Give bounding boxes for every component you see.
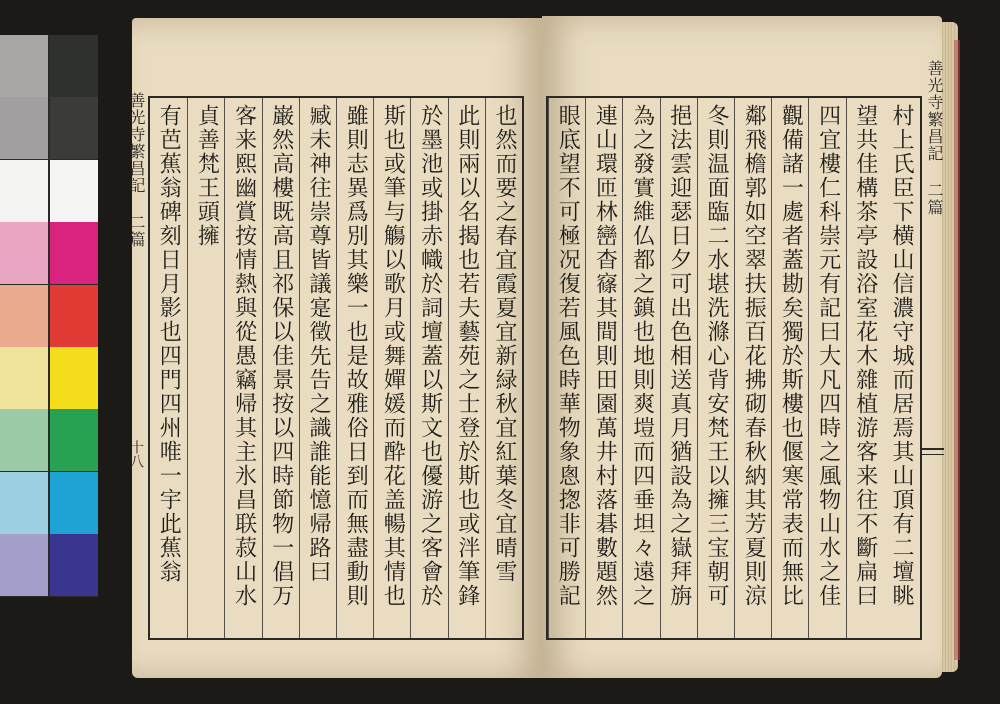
text-column — [262, 98, 300, 638]
left-page-running-title: 善光寺繁昌記 二篇 — [127, 92, 146, 248]
color-swatch — [50, 347, 98, 409]
column-text: 客来熙幽賞按情熱與從愚竊帰其主氷昌联菽山水 — [231, 104, 257, 608]
text-column — [808, 98, 846, 638]
column-text: 望共佳構茶亭設浴室花木雜植游客来往不斷扁曰 — [852, 104, 878, 608]
left-text-frame — [148, 96, 524, 640]
text-column — [485, 98, 523, 638]
color-swatch — [50, 534, 98, 596]
column-text: 四宜樓仁科崇元有記曰大凡四時之風物山水之佳 — [815, 104, 841, 608]
color-swatch — [50, 285, 98, 347]
color-swatch — [0, 534, 48, 596]
text-column — [224, 98, 262, 638]
column-text: 有芭蕉翁碑刻日月影也四門四州唯一宇此蕉翁 — [156, 104, 182, 584]
color-swatch — [50, 472, 98, 534]
color-swatch — [0, 285, 48, 347]
text-column — [846, 98, 884, 638]
color-swatch — [0, 222, 48, 284]
right-text-frame — [546, 96, 922, 640]
color-swatch — [50, 97, 98, 159]
color-swatch — [0, 409, 48, 471]
text-column — [187, 98, 225, 638]
text-column — [734, 98, 772, 638]
text-column — [448, 98, 486, 638]
color-swatch — [50, 160, 98, 222]
text-column — [697, 98, 735, 638]
right-margin-rule — [922, 454, 944, 455]
text-column — [660, 98, 698, 638]
column-text: 村上氏臣下横山信濃守城而居焉其山頂有二壇眺 — [888, 104, 914, 608]
text-column — [299, 98, 337, 638]
text-column — [410, 98, 448, 638]
color-swatch — [0, 160, 48, 222]
column-text: 斯也或筆与觴以歌月或舞嬋媛而酔花盖暢其情也 — [380, 104, 406, 608]
column-text: 冬則温面臨二水堪洗滌心背安梵王以擁三宝朝可 — [703, 104, 729, 608]
right-page-running-title: 善光寺繁昌記 二篇 — [925, 60, 944, 216]
column-text: 鄰飛檐郭如空翠扶振百花拂砌春秋納其芳夏則涼 — [741, 104, 767, 608]
text-column — [336, 98, 374, 638]
column-text: 雖則志異爲別其樂一也是故雅俗日到而無盡動則 — [343, 104, 369, 608]
color-swatch — [50, 222, 98, 284]
left-page-folio: 十八 — [128, 440, 144, 468]
right-margin-rule — [922, 448, 944, 450]
text-column — [150, 98, 187, 638]
column-text: 眼底望不可極况復若風色時華物象悤揔非可勝記 — [555, 104, 581, 608]
column-text: 連山環匝林巒杳窱其間則田園萬井村落碁數題然 — [592, 104, 618, 608]
book-edge-tint — [954, 40, 960, 660]
column-text: 也然而要之春宜霞夏宜新緑秋宜紅葉冬宜晴雪 — [491, 104, 517, 584]
color-swatch — [0, 35, 48, 97]
column-text: 臧未神往崇尊皆議寔徵先告之識誰能憶帰路曰 — [305, 104, 331, 584]
color-calibration-card — [0, 35, 98, 597]
text-column — [548, 98, 586, 638]
color-swatch — [50, 409, 98, 471]
text-column — [771, 98, 809, 638]
column-text: 貞善梵王頭擁 — [194, 104, 220, 248]
column-text: 挹法雲迎瑟日夕可出色相送真月猶設為之嶽拜旃 — [666, 104, 692, 608]
text-column — [622, 98, 660, 638]
column-text: 巌然高樓既高且祁保以佳景按以四時節物一倡万 — [268, 104, 294, 608]
color-swatch — [0, 347, 48, 409]
column-text: 觀備諸一處者蓋勘矣獨於斯樓也偃寒常表而無比 — [778, 104, 804, 608]
color-swatch — [0, 97, 48, 159]
column-text: 於墨池或掛赤幟於詞壇蓋以斯文也優游之客會於 — [417, 104, 443, 608]
text-column — [585, 98, 623, 638]
text-column — [883, 98, 920, 638]
text-column — [373, 98, 411, 638]
color-swatch — [0, 472, 48, 534]
column-text: 此則兩以名揭也若夫藝苑之士登於斯也或泮筆鋒 — [454, 104, 480, 608]
column-text: 為之發實維仏都之鎮也地則爽塏而四垂坦々遠之 — [629, 104, 655, 608]
color-swatch — [50, 35, 98, 97]
